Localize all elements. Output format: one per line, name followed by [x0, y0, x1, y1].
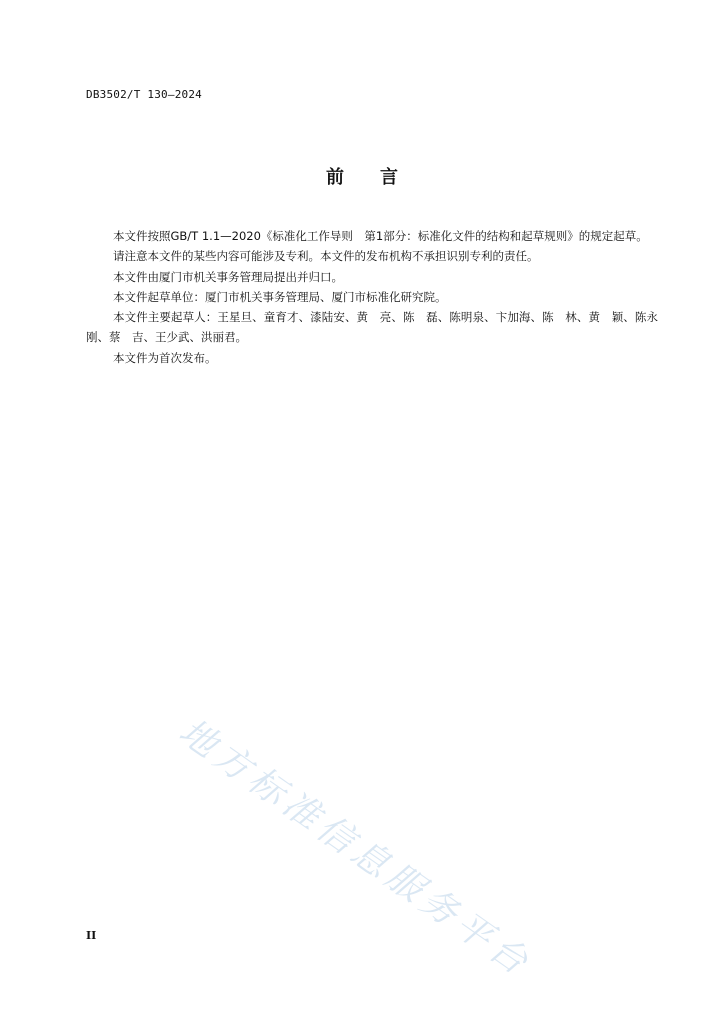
- section-title-part1: 前: [326, 167, 344, 188]
- watermark: 地方标准信息服务平台: [171, 711, 540, 986]
- paragraph-patent-notice: 请注意本文件的某些内容可能涉及专利。本文件的发布机构不承担识别专利的责任。: [113, 249, 539, 264]
- paragraph-proposer: 本文件由厦门市机关事务管理局提出并归口。: [113, 269, 343, 284]
- document-code: DB3502/T 130—2024: [86, 88, 202, 101]
- paragraph-drafting-rules: 本文件按照GB/T 1.1—2020《标准化工作导则 第1部分：标准化文件的结构和起草规则》的规定起草。: [113, 229, 648, 243]
- paragraph-first-release: 本文件为首次发布。: [113, 350, 217, 365]
- section-title-part2: 言: [380, 167, 398, 188]
- foreword-body: [86, 226, 658, 368]
- section-title: [0, 163, 724, 189]
- paragraph-drafters: 本文件主要起草人：王星旦、童育才、漆陆安、黄 亮、陈 磊、陈明泉、卞加海、陈 林、黄 颖、陈永刚、蔡 吉、王少武、洪丽君。: [86, 310, 658, 345]
- page-number: II: [86, 929, 97, 942]
- paragraph-drafting-units: 本文件起草单位：厦门市机关事务管理局、厦门市标准化研究院。: [113, 289, 447, 304]
